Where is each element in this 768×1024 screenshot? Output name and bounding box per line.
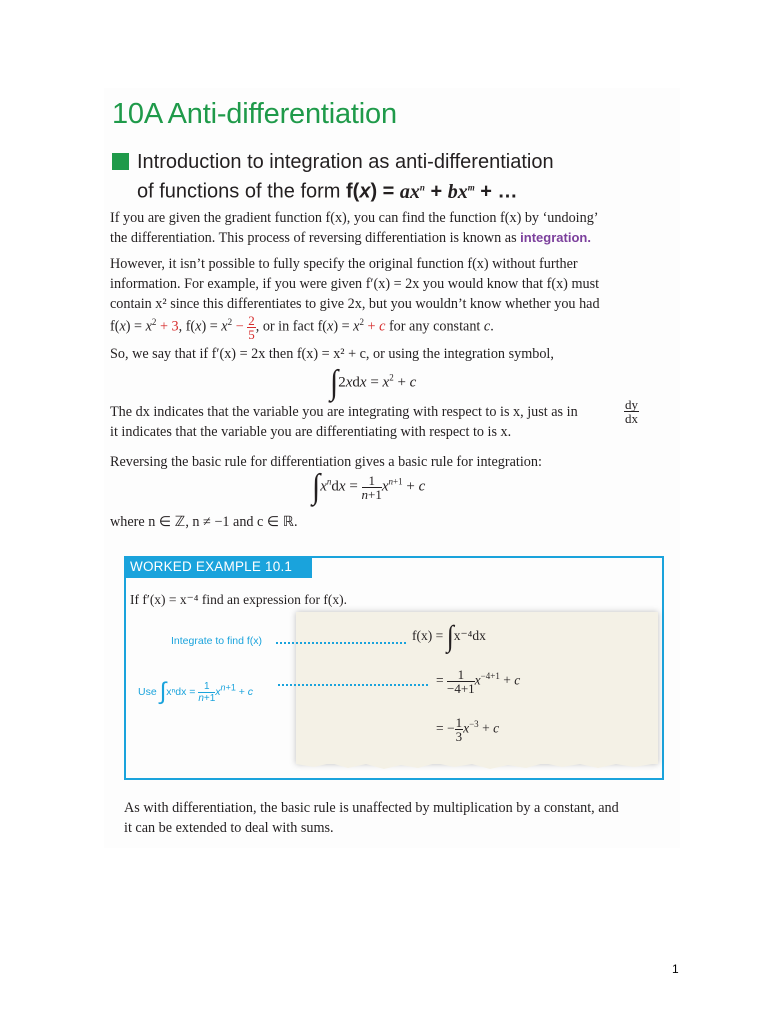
- equation-power-rule: $\int x^ndx$ = $\frac{1}{n+1}$ $x^{n+1} + c$: [312, 467, 426, 506]
- paragraph-4-line-1: The dx indicates that the variable you are integrating with respect to is x, just as in: [110, 404, 578, 420]
- section-heading: 10A Anti-differentiation: [112, 98, 397, 130]
- torn-edge-graphic: [296, 758, 658, 770]
- paragraph-1-line-2: the differentiation. This process of reversing differentiation is known as integration.: [110, 230, 591, 246]
- green-square-bullet-icon: [112, 153, 129, 170]
- leader-dots-1: [276, 642, 406, 644]
- paragraph-2-line-4: $f(x) = x^2 + 3$, $f(x) = x^2$ − $\frac{2}{5}$ , or in fact $f(x) = x^2 + c$ for any constant c.: [110, 312, 494, 342]
- subheading-line-2: of functions of the form $f(x) = ax^n + bx^m$ + …: [137, 180, 518, 203]
- paragraph-7-line-2: it can be extended to deal with sums.: [124, 820, 334, 836]
- dy-dx-fraction: $\frac{dy}{dx}$: [625, 397, 638, 426]
- paragraph-7-line-1: As with differentiation, the basic rule is unaffected by multiplication by a constant, and: [124, 800, 619, 816]
- paragraph-4-line-2: it indicates that the variable you are differentiating with respect to is x.: [110, 424, 512, 440]
- step-3: = − $\frac{1}{3}$ $x^{-3} + c$: [436, 715, 500, 744]
- subheading-line-1: Introduction to integration as anti-differentiation: [137, 151, 554, 173]
- equation-integral-2x: $\int 2xdx = x^2 + c$: [330, 363, 417, 402]
- step-2: = $\frac{1}{-4+1}$ $x^{-4+1} + c$: [436, 667, 521, 696]
- worked-example-question: If f′(x) = x⁻⁴ find an expression for f(x).: [130, 592, 347, 607]
- worked-example-title: WORKED EXAMPLE 10.1: [124, 556, 312, 578]
- paragraph-5: Reversing the basic rule for differentiation gives a basic rule for integration:: [110, 454, 542, 470]
- paragraph-1-line-1: If you are given the gradient function f(x), you can find the function f(x) by ‘undoing’: [110, 210, 599, 226]
- note-use-rule: Use ∫xⁿdx = $\frac{1}{n+1}$ $x^{n+1} + c$: [138, 678, 254, 705]
- paragraph-2-line-1: However, it isn’t possible to fully specify the original function f(x) without further: [110, 256, 578, 272]
- paragraph-3: So, we say that if f′(x) = 2x then f(x) = x² + c, or using the integration symbol,: [110, 346, 554, 362]
- paragraph-6: where n ∈ ℤ, n ≠ −1 and c ∈ ℝ.: [110, 514, 298, 530]
- note-integrate: Integrate to find f(x): [171, 635, 263, 647]
- step-1: f(x) = ∫x⁻⁴dx: [412, 619, 486, 654]
- leader-dots-2: [278, 684, 428, 686]
- paragraph-2-line-3: contain x² since this differentiates to give 2x, but you wouldn’t know whether you had: [110, 296, 600, 312]
- page-number: 1: [672, 962, 679, 976]
- term-integration: integration.: [520, 230, 591, 245]
- paragraph-2-line-2: information. For example, if you were given f′(x) = 2x you would know that f(x) must: [110, 276, 600, 292]
